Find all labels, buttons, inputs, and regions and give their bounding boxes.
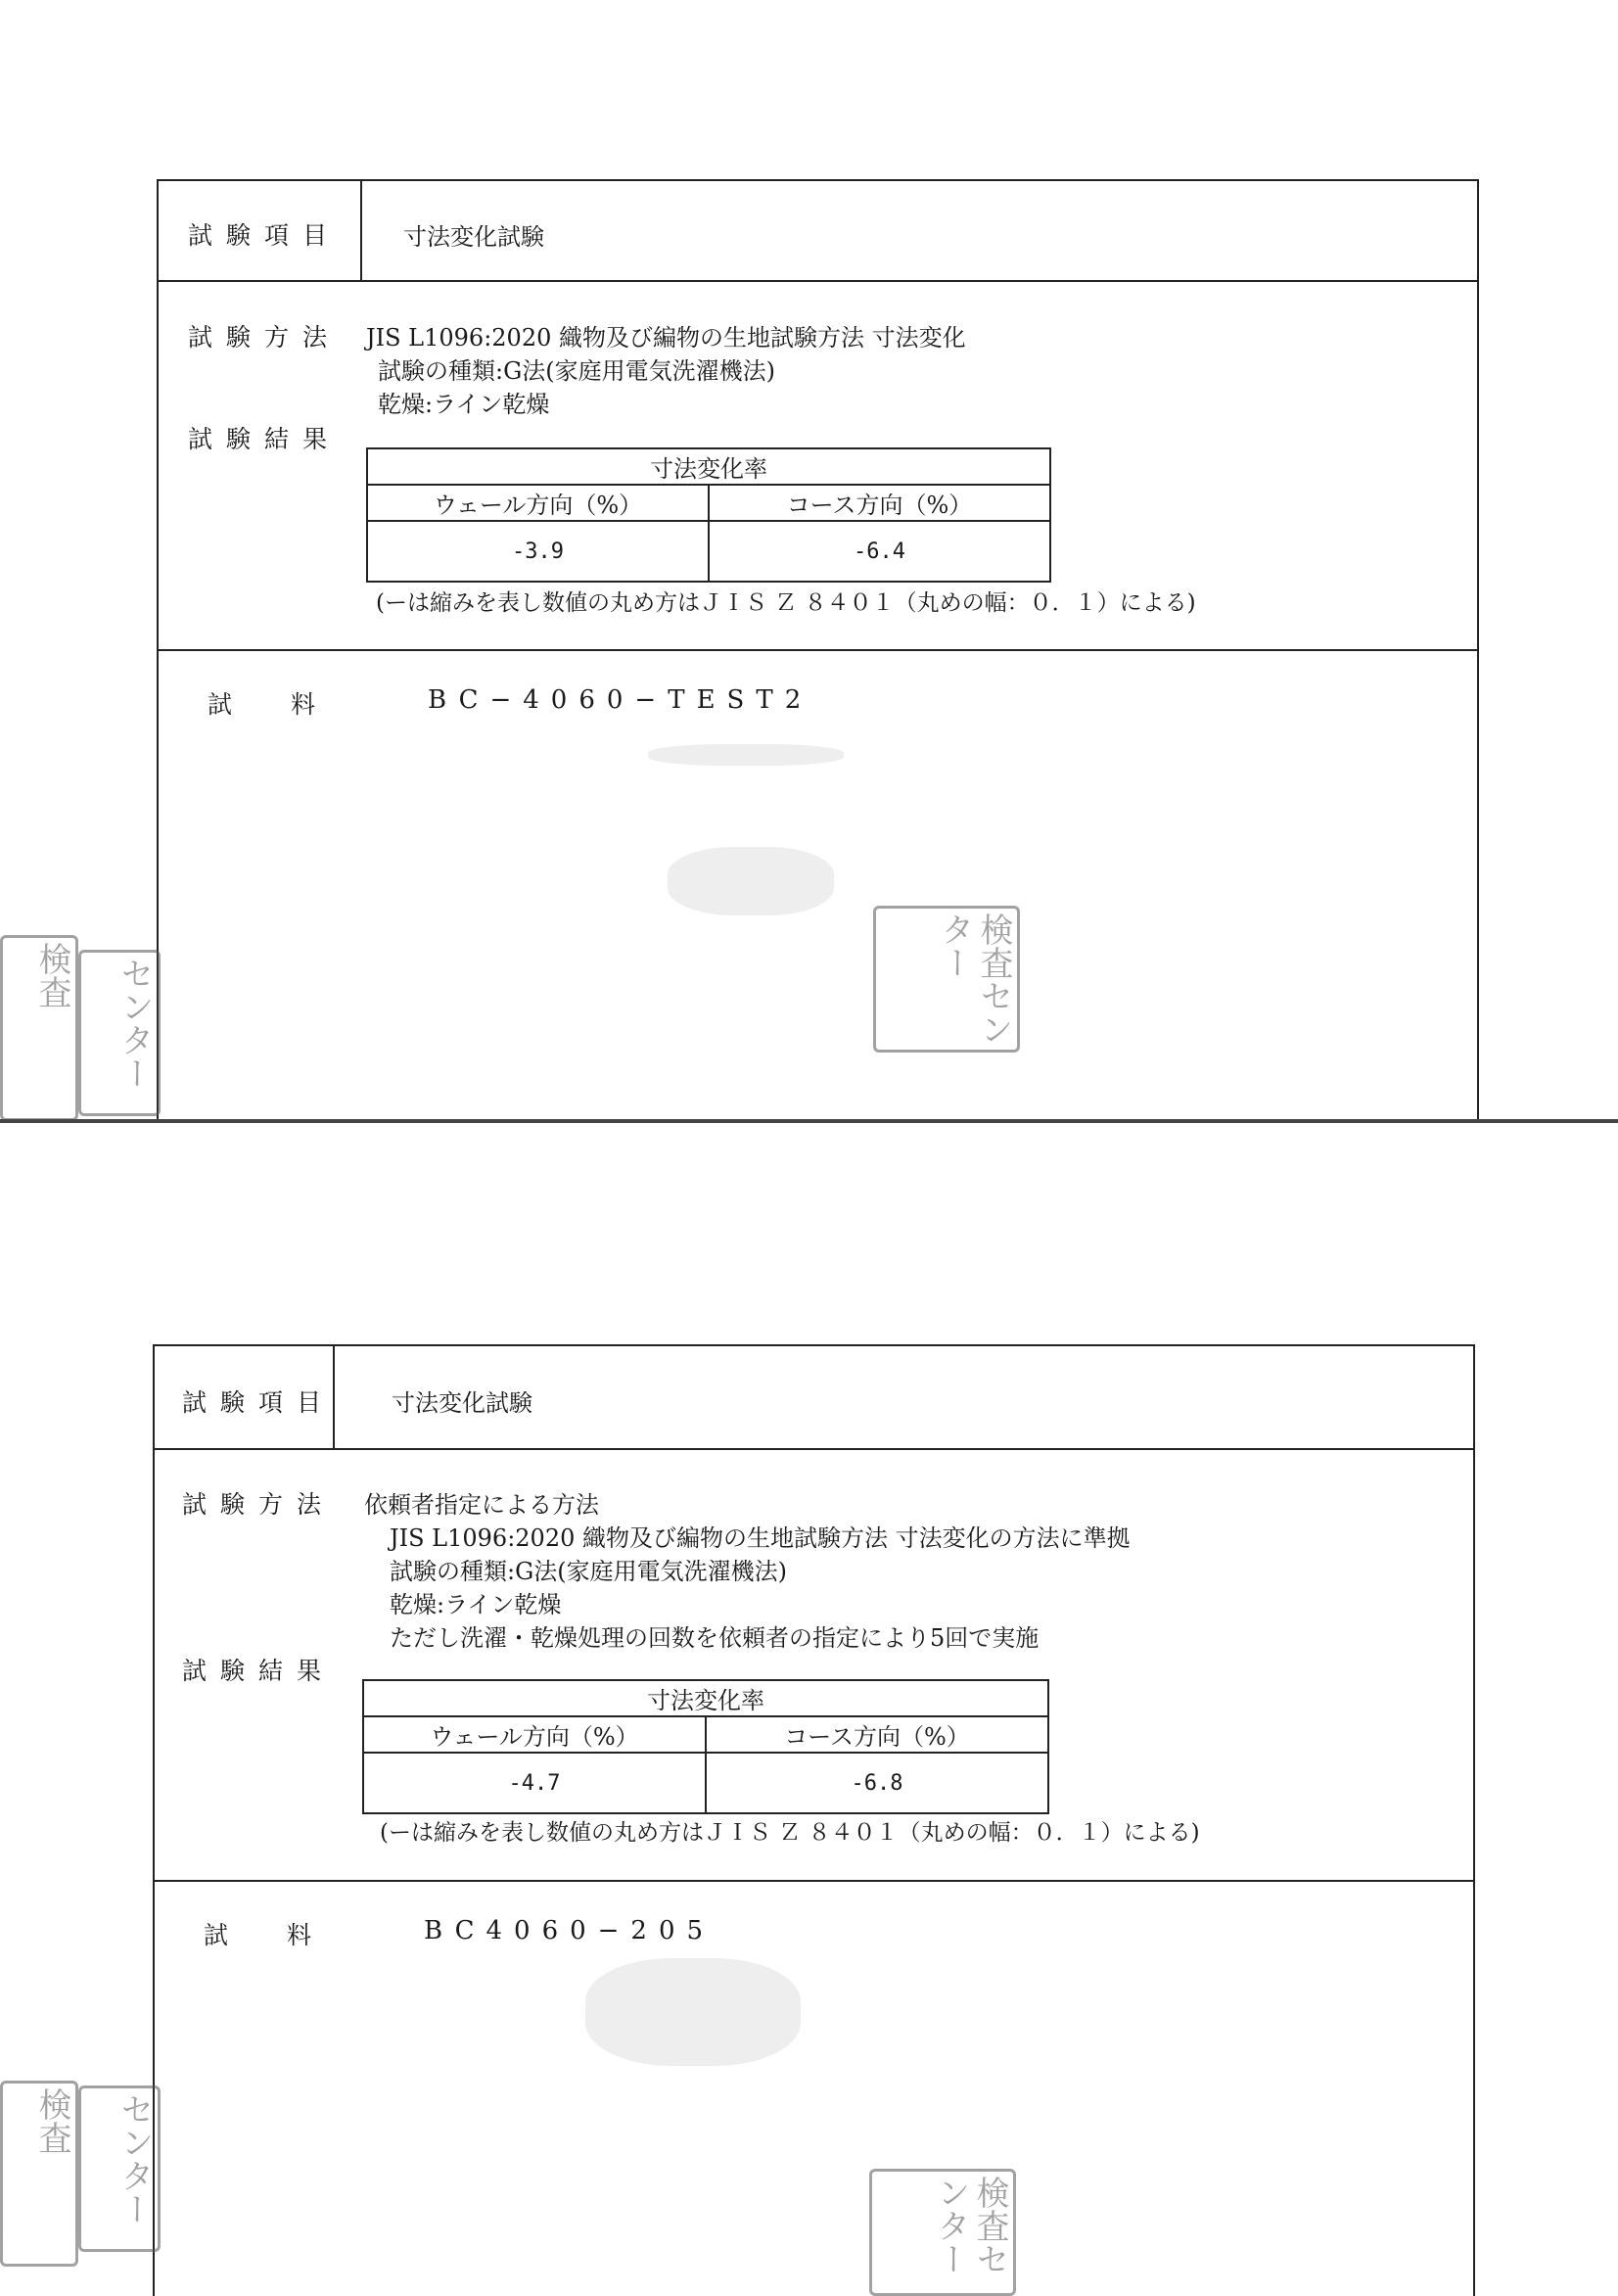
result-label: 試験結果 (188, 425, 342, 453)
value-wale: -3.9 (367, 521, 709, 582)
method-line: 乾燥:ライン乾燥 (390, 1591, 562, 1618)
seal-stamp: センター (78, 2085, 161, 2252)
result-table (366, 447, 1051, 583)
report-sheet-1 (157, 179, 1479, 1121)
method-line: ただし洗濯・乾燥処理の回数を依頼者の指定により5回で実施 (390, 1624, 1040, 1652)
divider (155, 1448, 1473, 1450)
item-value: 寸法変化試験 (392, 1389, 532, 1417)
column-header-course: コース方向（%） (709, 485, 1050, 521)
method-line: 乾燥:ライン乾燥 (378, 391, 550, 418)
seal-stamp: 検査 (0, 935, 78, 1121)
value-course: -6.8 (706, 1753, 1048, 1813)
smudge (668, 847, 834, 915)
method-label: 試験方法 (182, 1490, 336, 1519)
sample-value: BC−4060−TEST2 (428, 685, 813, 715)
column-header-wale: ウェール方向（%） (363, 1716, 706, 1753)
divider (159, 280, 1477, 282)
seal-stamp: 検査センター (869, 2169, 1016, 2296)
seal-stamp: センター (78, 950, 161, 1116)
divider (159, 649, 1477, 651)
rounding-note: (ーは縮みを表し数値の丸め方はＪＩＳ Ｚ ８４０１（丸めの幅：０．１）による) (380, 1820, 1200, 1846)
divider (360, 181, 362, 280)
divider (155, 1880, 1473, 1882)
table-header: 寸法変化率 (363, 1680, 1048, 1716)
method-label: 試験方法 (188, 323, 342, 351)
rounding-note: (ーは縮みを表し数値の丸め方はＪＩＳ Ｚ ８４０１（丸めの幅：０．１）による) (376, 590, 1196, 616)
page-separator (0, 1119, 1618, 1123)
item-label: 試験項目 (188, 221, 342, 250)
table-header: 寸法変化率 (367, 448, 1050, 485)
seal-stamp: 検査センター (873, 906, 1020, 1053)
smudge (648, 744, 844, 766)
smudge (585, 1958, 801, 2066)
report-sheet-2 (153, 1344, 1475, 2296)
sample-label: 試料 (208, 690, 375, 719)
item-label: 試験項目 (182, 1388, 336, 1417)
method-line: JIS L1096:2020 織物及び編物の生地試験方法 寸法変化の方法に準拠 (390, 1524, 1131, 1552)
result-label: 試験結果 (182, 1657, 336, 1685)
method-line: 依頼者指定による方法 (364, 1491, 599, 1519)
value-wale: -4.7 (363, 1753, 706, 1813)
item-value: 寸法変化試験 (403, 223, 544, 251)
seal-stamp: 検査 (0, 2081, 78, 2267)
sample-label: 試料 (204, 1921, 371, 1949)
method-line: 試験の種類:G法(家庭用電気洗濯機法) (378, 357, 775, 385)
result-table (362, 1679, 1049, 1814)
method-line: JIS L1096:2020 織物及び編物の生地試験方法 寸法変化 (366, 324, 966, 351)
column-header-course: コース方向（%） (706, 1716, 1048, 1753)
column-header-wale: ウェール方向（%） (367, 485, 709, 521)
sample-value: BC4060−205 (424, 1916, 716, 1945)
method-line: 試験の種類:G法(家庭用電気洗濯機法) (390, 1558, 787, 1585)
value-course: -6.4 (709, 521, 1050, 582)
